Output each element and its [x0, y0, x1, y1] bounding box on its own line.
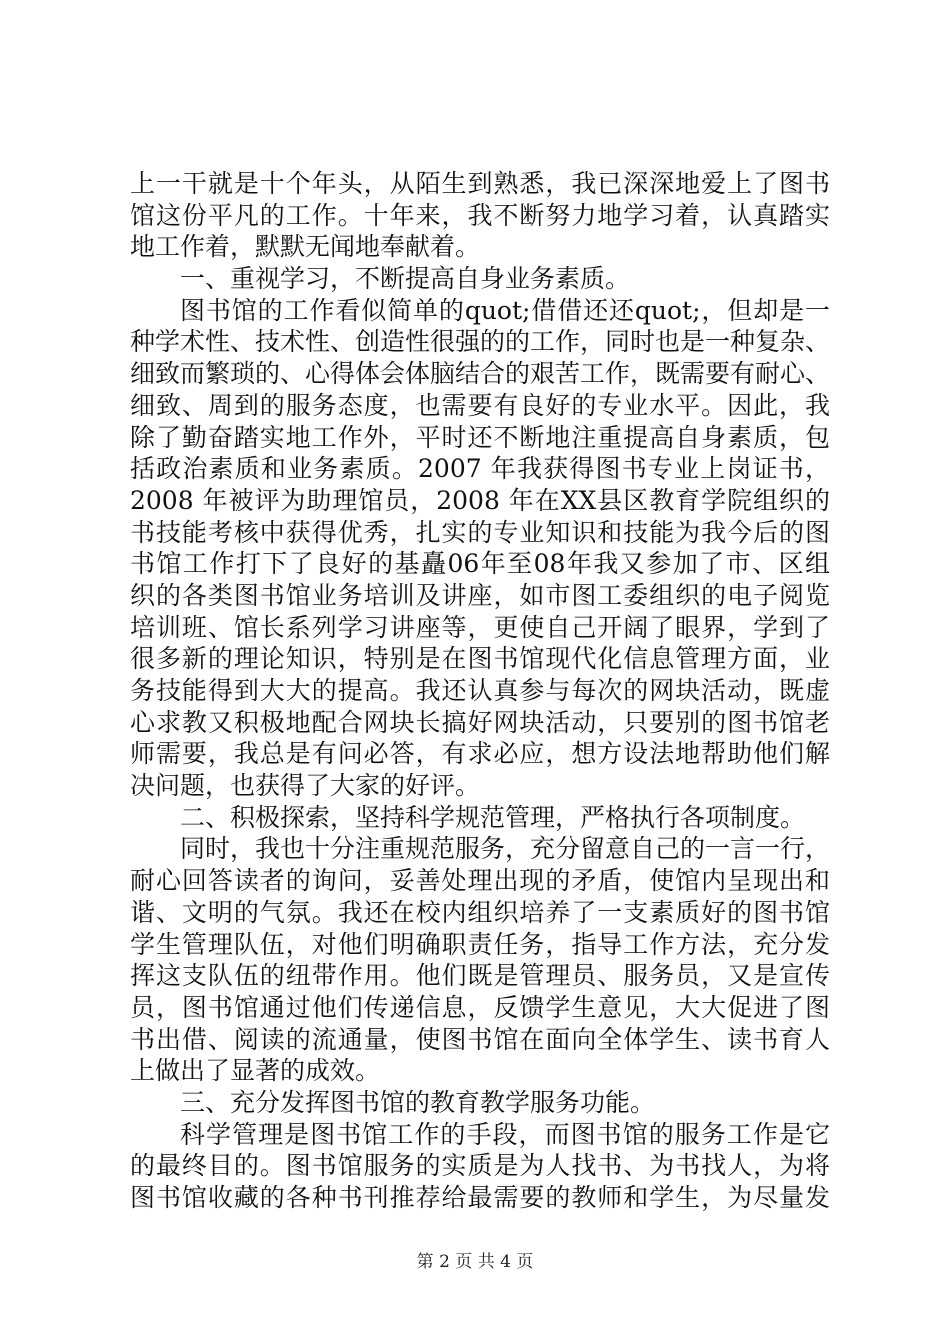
text-line: 书技能考核中获得优秀，扎实的专业知识和技能为我今后的图 — [130, 517, 830, 547]
text-line: 书馆工作打下了良好的基矗06年至08年我又参加了市、区组 — [130, 549, 830, 579]
text-line: 决问题，也获得了大家的好评。 — [130, 771, 481, 801]
text-line: 织的各类图书馆业务培训及讲座，如市图工委组织的电子阅览 — [130, 580, 830, 610]
text-line: 细致而繁琐的、心得体会体脑结合的艰苦工作，既需要有耐心、 — [130, 359, 830, 389]
text-line: 员，图书馆通过他们传递信息，反馈学生意见，大大促进了图 — [130, 992, 830, 1022]
text-line: 馆这份平凡的工作。十年来，我不断努力地学习着，认真踏实 — [130, 200, 830, 230]
text-line: 学生管理队伍，对他们明确职责任务，指导工作方法，充分发 — [130, 929, 830, 959]
text-line: 图书馆收藏的各种书刊推荐给最需要的教师和学生，为尽量发 — [130, 1183, 830, 1212]
text-line: 同时，我也十分注重规范服务，充分留意自己的一言一行， — [180, 834, 830, 864]
section-heading-2: 二、积极探索，坚持科学规范管理，严格执行各项制度。 — [180, 802, 806, 832]
text-line: 培训班、馆长系列学习讲座等，更使自己开阔了眼界，学到了 — [130, 612, 830, 642]
text-line: 除了勤奋踏实地工作外，平时还不断地注重提高自身素质，包 — [130, 422, 830, 452]
text-line: 耐心回答读者的询问，妥善处理出现的矛盾，使馆内呈现出和 — [130, 866, 830, 896]
text-line: 种学术性、技术性、创造性很强的的工作，同时也是一种复杂、 — [130, 327, 830, 357]
page-number-footer: 第 2 页 共 4 页 — [416, 1252, 534, 1272]
text-line: 很多新的理论知识，特别是在图书馆现代化信息管理方面，业 — [130, 644, 830, 674]
text-line: 上一干就是十个年头，从陌生到熟悉，我已深深地爱上了图书 — [130, 169, 830, 198]
text-line: 书出借、阅读的流通量，使图书馆在面向全体学生、读书育人 — [130, 1024, 830, 1054]
text-line: 上做出了显著的成效。 — [130, 1056, 381, 1086]
text-line: 地工作着，默默无闻地奉献着。 — [130, 232, 481, 262]
text-line: 师需要，我总是有问必答，有求必应，想方设法地帮助他们解 — [130, 739, 830, 769]
document-body — [130, 168, 830, 1214]
text-line: 括政治素质和业务素质。2007 年我获得图书专业上岗证书， — [130, 454, 830, 484]
text-line: 科学管理是图书馆工作的手段，而图书馆的服务工作是它 — [180, 1119, 830, 1149]
text-line: 务技能得到大大的提高。我还认真参与每次的网块活动，既虚 — [130, 676, 830, 705]
section-heading-3: 三、充分发挥图书馆的教育教学服务功能。 — [180, 1087, 656, 1117]
text-line: 细致、周到的服务态度，也需要有良好的专业水平。因此，我 — [130, 390, 830, 420]
text-line: 图书馆的工作看似简单的quot;借借还还quot;，但却是一 — [180, 295, 830, 325]
text-line: 的最终目的。图书馆服务的实质是为人找书、为书找人，为将 — [130, 1151, 830, 1181]
text-line: 谐、文明的气氛。我还在校内组织培养了一支素质好的图书馆 — [130, 897, 830, 927]
text-line: 2008 年被评为助理馆员，2008 年在XX县区教育学院组织的 — [130, 485, 830, 515]
text-line: 挥这支队伍的纽带作用。他们既是管理员、服务员，又是宣传 — [130, 961, 830, 991]
section-heading-1: 一、重视学习，不断提高自身业务素质。 — [180, 264, 631, 294]
text-line: 心求教又积极地配合网块长搞好网块活动，只要别的图书馆老 — [130, 707, 830, 737]
